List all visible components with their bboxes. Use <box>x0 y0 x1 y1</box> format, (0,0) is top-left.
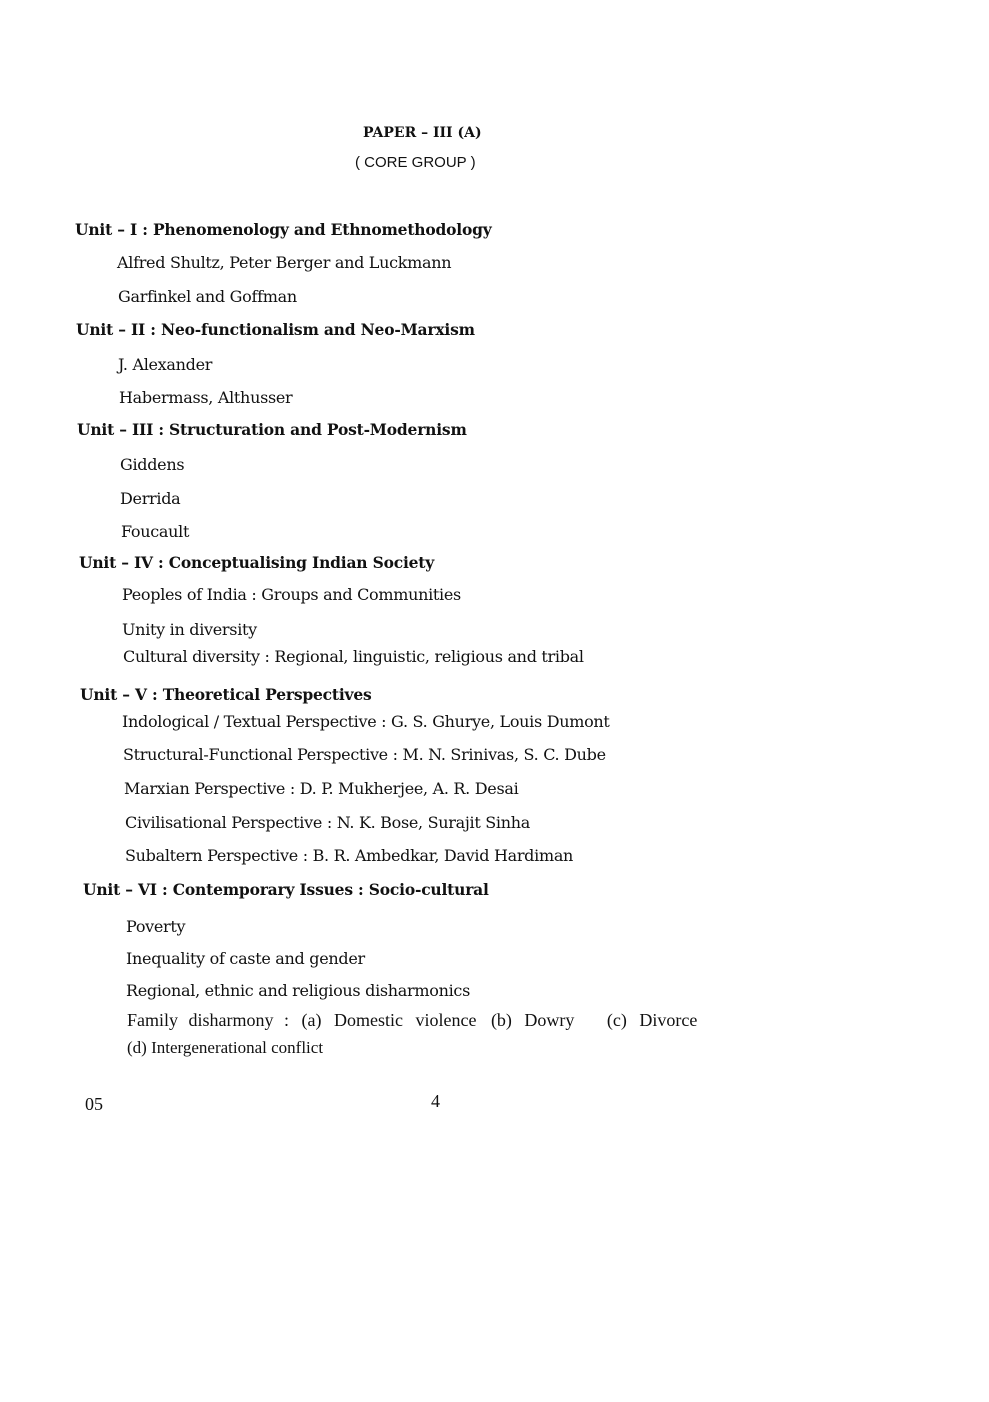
unit-2-item: Habermass, Althusser <box>119 388 293 407</box>
unit-3-item: Giddens <box>120 455 185 474</box>
unit-5-item: Marxian Perspective : D. P. Mukherjee, A. R. Desai <box>124 779 519 798</box>
unit-1-heading: Unit – I : Phenomenology and Ethnomethodology <box>75 220 492 239</box>
unit-5-item: Civilisational Perspective : N. K. Bose, Surajit Sinha <box>125 813 530 832</box>
unit-6-heading: Unit – VI : Contemporary Issues : Socio-cultural <box>83 880 489 899</box>
unit-4-item: Peoples of India : Groups and Communities <box>122 585 461 604</box>
unit-5-item: Subaltern Perspective : B. R. Ambedkar, David Hardiman <box>125 846 574 865</box>
paper-title: PAPER – III (A) <box>363 125 482 141</box>
unit-6-item: Poverty <box>126 917 186 936</box>
unit-1-item: Alfred Shultz, Peter Berger and Luckmann <box>117 253 452 272</box>
family-label: Family disharmony : <box>127 1010 289 1030</box>
family-item-c: (c) Divorce <box>606 1010 698 1030</box>
paper-subtitle: ( CORE GROUP ) <box>355 154 476 171</box>
unit-5-heading: Unit – V : Theoretical Perspectives <box>80 685 372 704</box>
unit-3-heading: Unit – III : Structuration and Post-Modernism <box>77 420 467 439</box>
unit-5-item: Structural-Functional Perspective : M. N. Srinivas, S. C. Dube <box>123 745 606 764</box>
page-number: 4 <box>431 1091 440 1111</box>
family-item-d: (d) Intergenerational conflict <box>127 1038 324 1057</box>
unit-1-item: Garfinkel and Goffman <box>118 287 297 306</box>
footer-code: 05 <box>85 1094 103 1114</box>
unit-3-item: Foucault <box>121 522 190 541</box>
unit-6-item: Inequality of caste and gender <box>126 949 365 968</box>
unit-4-heading: Unit – IV : Conceptualising Indian Society <box>79 553 435 572</box>
family-item-b: (b) Dowry <box>490 1010 575 1030</box>
unit-5-item: Indological / Textual Perspective : G. S. Ghurye, Louis Dumont <box>122 712 610 731</box>
family-disharmony-line <box>127 1010 697 1030</box>
unit-2-item: J. Alexander <box>118 355 213 374</box>
family-item-a: (a) Domestic violence <box>301 1010 477 1030</box>
unit-4-item: Cultural diversity : Regional, linguistic, religious and tribal <box>123 647 584 666</box>
unit-3-item: Derrida <box>120 489 181 508</box>
unit-6-item: Regional, ethnic and religious disharmonics <box>126 981 470 1000</box>
unit-2-heading: Unit – II : Neo-functionalism and Neo-Marxism <box>76 320 475 339</box>
unit-4-item: Unity in diversity <box>122 620 257 639</box>
